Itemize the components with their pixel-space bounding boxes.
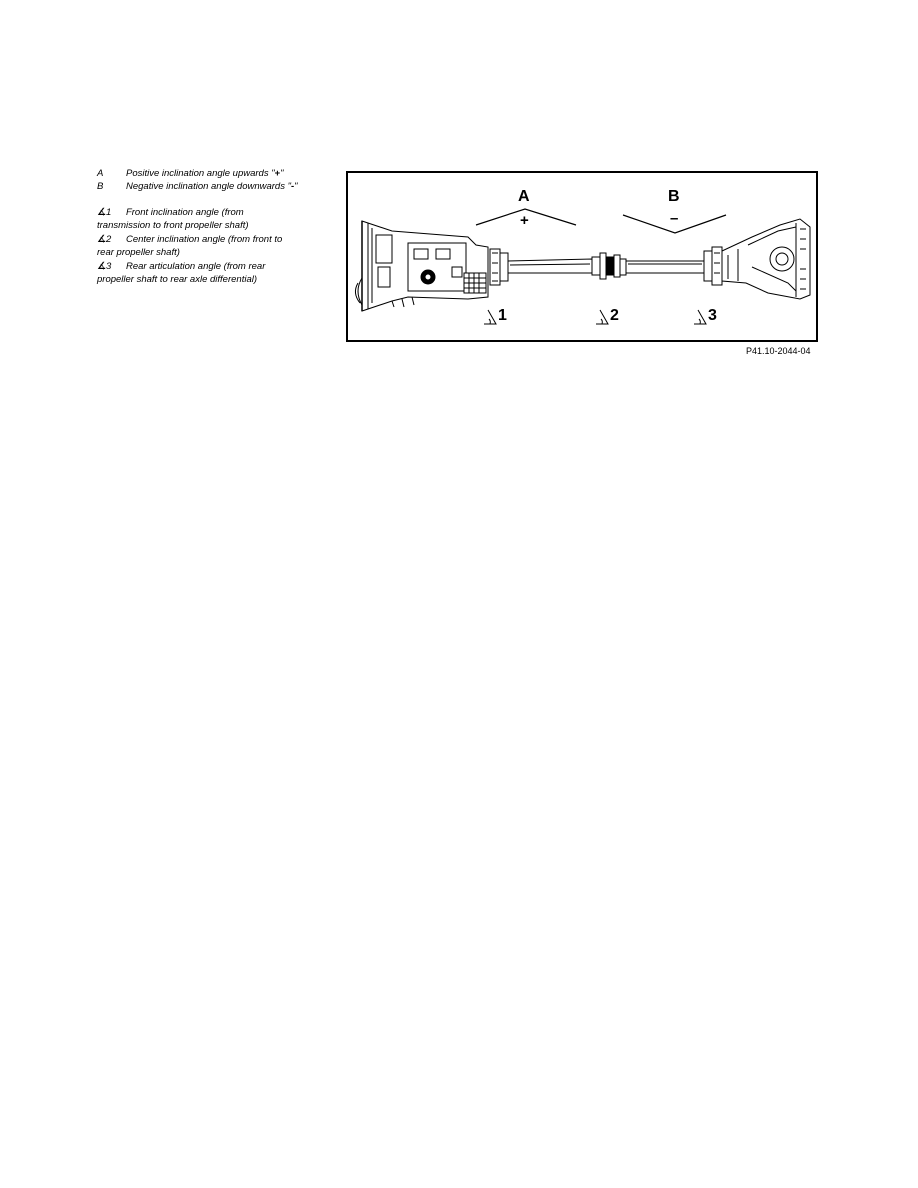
legend-key-b: B bbox=[97, 181, 104, 192]
legend-tail-a: " bbox=[280, 168, 284, 179]
figure-caption: P41.10-2044-04 bbox=[746, 346, 811, 356]
rear-flange-icon bbox=[704, 247, 722, 285]
figure-sign-minus: – bbox=[670, 210, 679, 227]
figure-sign-plus: + bbox=[520, 212, 529, 229]
legend-angle-key-1: 1 bbox=[105, 207, 112, 218]
figure-label-b: B bbox=[668, 188, 680, 205]
legend-angle-text-3b: propeller shaft to rear axle differential) bbox=[97, 274, 257, 285]
transmission-icon bbox=[355, 221, 488, 311]
legend bbox=[97, 167, 322, 287]
rear-differential-icon bbox=[722, 219, 810, 299]
legend-item-a bbox=[97, 167, 322, 180]
legend-angle-2 bbox=[97, 233, 322, 259]
drivetrain-figure bbox=[346, 171, 818, 342]
legend-text-b: Negative inclination angle downwards " bbox=[126, 181, 291, 192]
legend-tail-b: " bbox=[294, 181, 298, 192]
legend-angle-key-3: 3 bbox=[105, 261, 112, 272]
legend-angle-text-2b: rear propeller shaft) bbox=[97, 247, 180, 258]
legend-key-a: A bbox=[97, 168, 104, 179]
legend-angle-text-1b: transmission to front propeller shaft) bbox=[97, 220, 249, 231]
front-propeller-shaft bbox=[508, 259, 592, 273]
legend-angle-1 bbox=[97, 206, 322, 232]
legend-angle-text-3a: Rear articulation angle (from rear bbox=[125, 261, 266, 272]
center-joint-icon bbox=[592, 253, 626, 279]
legend-text-a: Positive inclination angle upwards " bbox=[126, 168, 275, 179]
angle-icon: ∡ bbox=[97, 234, 106, 245]
legend-symbol-plus: + bbox=[274, 168, 281, 179]
joint-label-1: 1 bbox=[498, 307, 507, 324]
rear-propeller-shaft bbox=[626, 261, 704, 273]
angle-icon: ∡ bbox=[97, 261, 106, 272]
legend-angle-3 bbox=[97, 260, 322, 286]
joint-angle-symbols bbox=[484, 310, 706, 324]
angle-icon: ∡ bbox=[97, 207, 106, 218]
joint-label-3: 3 bbox=[708, 307, 717, 324]
legend-item-b bbox=[97, 180, 322, 193]
joint-label-2: 2 bbox=[610, 307, 619, 324]
legend-angle-key-2: 2 bbox=[105, 234, 112, 245]
front-flange-icon bbox=[490, 249, 508, 285]
legend-angle-text-2a: Center inclination angle (from front to bbox=[125, 234, 283, 245]
legend-angle-text-1a: Front inclination angle (from bbox=[125, 207, 244, 218]
drivetrain-illustration bbox=[348, 173, 816, 340]
legend-symbol-minus: - bbox=[290, 181, 295, 192]
figure-label-a: A bbox=[518, 188, 530, 205]
